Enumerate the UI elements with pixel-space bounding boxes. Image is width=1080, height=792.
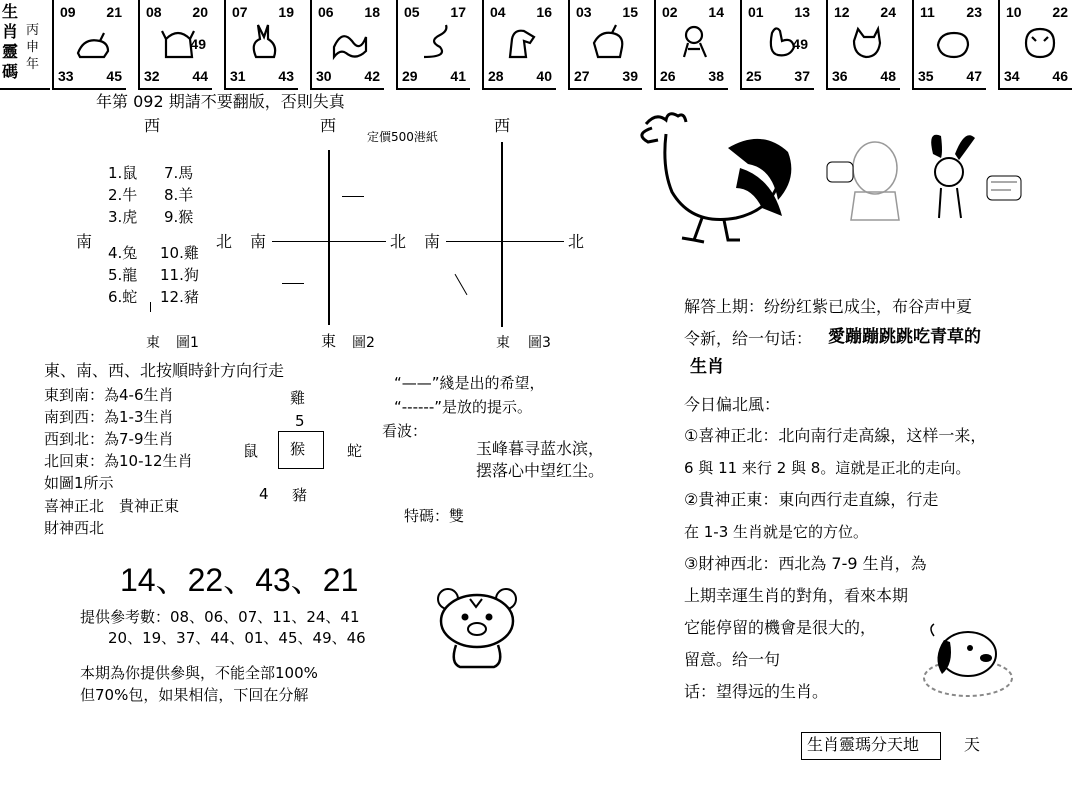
d2-caption: 圖2 xyxy=(352,335,375,351)
list-item: 12.豬 xyxy=(160,288,199,306)
dragon-icon xyxy=(332,20,368,62)
list-item: 4.兔 xyxy=(108,244,138,262)
footer-side: 天 xyxy=(964,735,981,754)
horse-icon xyxy=(504,20,540,62)
cell-number: 02 xyxy=(662,4,678,20)
cell-number: 46 xyxy=(1052,68,1068,84)
tiger-icon xyxy=(1020,20,1056,62)
list-item: 2.牛 xyxy=(108,186,138,204)
cell-number: 34 xyxy=(1004,68,1020,84)
disclaimer-line: 但70%包，如果相信，下回在分解 xyxy=(80,686,309,704)
cell-number: 47 xyxy=(966,68,982,84)
cell-number: 48 xyxy=(880,68,896,84)
cross-bottom: 豬 xyxy=(292,486,308,504)
monkey-icon xyxy=(676,20,712,62)
poem-label: 看波： xyxy=(382,422,428,440)
d2-mark xyxy=(342,196,364,197)
rule-line: 北回東：為10-12生肖 xyxy=(44,452,193,470)
zodiac-cell xyxy=(482,0,556,90)
wind-label: 今日偏北風： xyxy=(684,395,781,414)
cell-number: 31 xyxy=(230,68,246,84)
zodiac-cell xyxy=(396,0,470,90)
rule-line: 東、南、西、北按順時針方向行走 xyxy=(44,361,285,380)
rooster-icon xyxy=(762,20,798,62)
dog-cartoon-icon xyxy=(920,618,1016,702)
rule-line: 財神西北 xyxy=(44,519,105,537)
footer-label: 生肖靈瑪分天地 xyxy=(807,735,920,754)
cross-right: 蛇 xyxy=(347,442,363,460)
rule-line: 西到北：為7-9生肖 xyxy=(44,430,174,448)
cell-number: 13 xyxy=(794,4,810,20)
cell-number: 38 xyxy=(708,68,724,84)
d1-vline xyxy=(150,302,151,312)
d2-north: 北 xyxy=(390,232,407,251)
cell-number: 20 xyxy=(192,4,208,20)
cell-number: 36 xyxy=(832,68,848,84)
cell-number: 03 xyxy=(576,4,592,20)
cell-number: 08 xyxy=(146,4,162,20)
cell-number: 17 xyxy=(450,4,466,20)
d1-north: 北 xyxy=(216,232,233,251)
zodiac-cell xyxy=(826,0,900,90)
d1-east: 東 xyxy=(146,335,160,351)
corner-label: 生肖靈碼 xyxy=(2,2,19,81)
explain-line: ②貴神正東：東向西行走直線，行走 xyxy=(684,490,939,509)
poem-line: 摆落心中望红尘。 xyxy=(476,461,605,480)
corner-logo xyxy=(0,0,50,90)
goat-icon xyxy=(590,20,626,62)
cell-number: 18 xyxy=(364,4,380,20)
main-numbers: 14、22、43、21 xyxy=(120,562,359,598)
d3-diag xyxy=(455,274,468,295)
ox-icon xyxy=(160,20,196,62)
zodiac-cell xyxy=(654,0,728,90)
rat-icon xyxy=(74,20,110,62)
cell-number: 44 xyxy=(192,68,208,84)
answer-line: 解答上期：纷纷红紫已成尘，布谷声中夏 xyxy=(684,297,973,316)
reference-line: 提供參考數：08、06、07、11、24、41 xyxy=(80,608,360,626)
list-item: 8.羊 xyxy=(164,186,194,204)
explain-line: 它能停留的機會是很大的， xyxy=(684,618,877,637)
price-label: 定價500港紙 xyxy=(367,130,438,144)
rooster-illustration-icon xyxy=(632,108,802,244)
explain-line: 6 與 11 来行 2 與 8。這就是正北的走向。 xyxy=(684,459,971,477)
legend-solid: “——”綫是出的希望， xyxy=(394,374,545,392)
explain-line: ③財神西北：西北為 7-9 生肖，為 xyxy=(684,554,927,573)
zodiac-cell xyxy=(998,0,1072,90)
cross-bottom-num: 4 xyxy=(259,485,269,503)
cell-number: 01 xyxy=(748,4,764,20)
d2-vline xyxy=(328,150,330,325)
cross-center: 猴 xyxy=(290,440,306,458)
cell-number: 06 xyxy=(318,4,334,20)
d2-east: 東 xyxy=(321,332,337,350)
cross-left: 鼠 xyxy=(243,442,259,460)
d2-hline xyxy=(272,241,386,242)
cartoon-characters-icon xyxy=(815,128,1030,228)
zodiac-strip xyxy=(0,0,1080,88)
zodiac-cell xyxy=(138,0,212,90)
cell-number: 25 xyxy=(746,68,762,84)
rule-line: 東到南：為4-6生肖 xyxy=(44,386,174,404)
cell-number: 39 xyxy=(622,68,638,84)
cell-number: 40 xyxy=(536,68,552,84)
cell-extra-number: 49 xyxy=(190,36,206,52)
d2-south: 南 xyxy=(250,232,267,251)
list-item: 3.虎 xyxy=(108,208,138,226)
list-item: 6.蛇 xyxy=(108,288,138,306)
d3-west: 西 xyxy=(494,116,511,135)
list-item: 5.龍 xyxy=(108,266,138,284)
cell-number: 43 xyxy=(278,68,294,84)
list-item: 11.狗 xyxy=(160,266,199,284)
rule-line: 南到西：為1-3生肖 xyxy=(44,408,174,426)
zodiac-list xyxy=(100,164,220,314)
cell-number: 11 xyxy=(920,4,935,20)
explain-line: 上期幸運生肖的對角，看來本期 xyxy=(684,586,909,605)
d3-south: 南 xyxy=(424,232,441,251)
cell-number: 32 xyxy=(144,68,160,84)
list-item: 10.雞 xyxy=(160,244,199,262)
issue-notice: 年第 092 期請不要翻版，否則失真 xyxy=(96,92,345,111)
explain-line: 话：望得远的生肖。 xyxy=(684,682,829,701)
d1-caption: 圖1 xyxy=(176,335,199,351)
cell-number: 12 xyxy=(834,4,850,20)
cell-number: 21 xyxy=(106,4,122,20)
zodiac-cell xyxy=(310,0,384,90)
explain-line: 在 1-3 生肖就是它的方位。 xyxy=(684,523,869,541)
cell-number: 09 xyxy=(60,4,76,20)
cell-number: 41 xyxy=(450,68,466,84)
rule-line: 如圖1所示 xyxy=(44,474,114,492)
cell-number: 35 xyxy=(918,68,934,84)
pig-icon xyxy=(934,20,970,62)
zodiac-cell xyxy=(740,0,814,90)
answer-bold: 愛蹦蹦跳跳吃青草的 xyxy=(828,327,981,347)
rule-line: 喜神正北 貴神正東 xyxy=(44,497,180,515)
cell-number: 29 xyxy=(402,68,418,84)
cell-number: 24 xyxy=(880,4,896,20)
cell-number: 16 xyxy=(536,4,552,20)
cell-number: 05 xyxy=(404,4,420,20)
cell-number: 10 xyxy=(1006,4,1022,20)
cell-number: 19 xyxy=(278,4,294,20)
corner-sub: 丙申年 xyxy=(26,23,40,72)
cell-number: 15 xyxy=(622,4,638,20)
zodiac-cell xyxy=(912,0,986,90)
cell-number: 26 xyxy=(660,68,676,84)
cell-number: 30 xyxy=(316,68,332,84)
zodiac-cell xyxy=(568,0,642,90)
d1-south: 南 xyxy=(76,232,93,251)
explain-line: ①喜神正北：北向南行走高線，这样一来， xyxy=(684,426,987,445)
cell-extra-number: 49 xyxy=(792,36,808,52)
d2-west: 西 xyxy=(320,116,337,135)
list-item: 7.馬 xyxy=(164,164,194,182)
cross-top: 雞 xyxy=(290,389,306,407)
cell-number: 04 xyxy=(490,4,506,20)
zodiac-cell xyxy=(52,0,126,90)
explain-line: 留意。给一句 xyxy=(684,650,781,669)
cell-number: 22 xyxy=(1052,4,1068,20)
answer-line: 令新，给一句话： xyxy=(684,329,813,348)
cell-number: 28 xyxy=(488,68,504,84)
d3-east: 東 xyxy=(496,335,510,351)
poem-line: 玉峰暮寻蓝水滨， xyxy=(476,439,605,458)
dog-icon xyxy=(848,20,884,62)
zodiac-cell xyxy=(224,0,298,90)
cell-number: 33 xyxy=(58,68,74,84)
rabbit-icon xyxy=(246,20,282,62)
d3-north: 北 xyxy=(568,232,585,251)
snake-icon xyxy=(418,20,454,62)
cell-number: 23 xyxy=(966,4,982,20)
cell-number: 42 xyxy=(364,68,380,84)
cell-number: 37 xyxy=(794,68,810,84)
cross-top-num: 5 xyxy=(295,412,305,430)
d1-west: 西 xyxy=(144,116,161,135)
disclaimer-line: 本期為你提供參與，不能全部100% xyxy=(80,664,318,682)
d3-caption: 圖3 xyxy=(528,335,551,351)
list-item: 9.猴 xyxy=(164,208,194,226)
tiger-cartoon-icon xyxy=(430,585,524,673)
cell-number: 45 xyxy=(106,68,122,84)
d3-hline xyxy=(446,241,564,242)
answer-bold: 生肖 xyxy=(690,357,724,377)
list-item: 1.鼠 xyxy=(108,164,138,182)
d3-vline xyxy=(501,142,503,327)
cell-number: 27 xyxy=(574,68,590,84)
reference-line: 20、19、37、44、01、45、49、46 xyxy=(108,629,366,647)
legend-dashed: “------”是放的提示。 xyxy=(394,398,533,416)
special-code: 特碼：雙 xyxy=(404,507,465,525)
d2-mark xyxy=(282,283,304,284)
cell-number: 07 xyxy=(232,4,248,20)
cell-number: 14 xyxy=(708,4,724,20)
